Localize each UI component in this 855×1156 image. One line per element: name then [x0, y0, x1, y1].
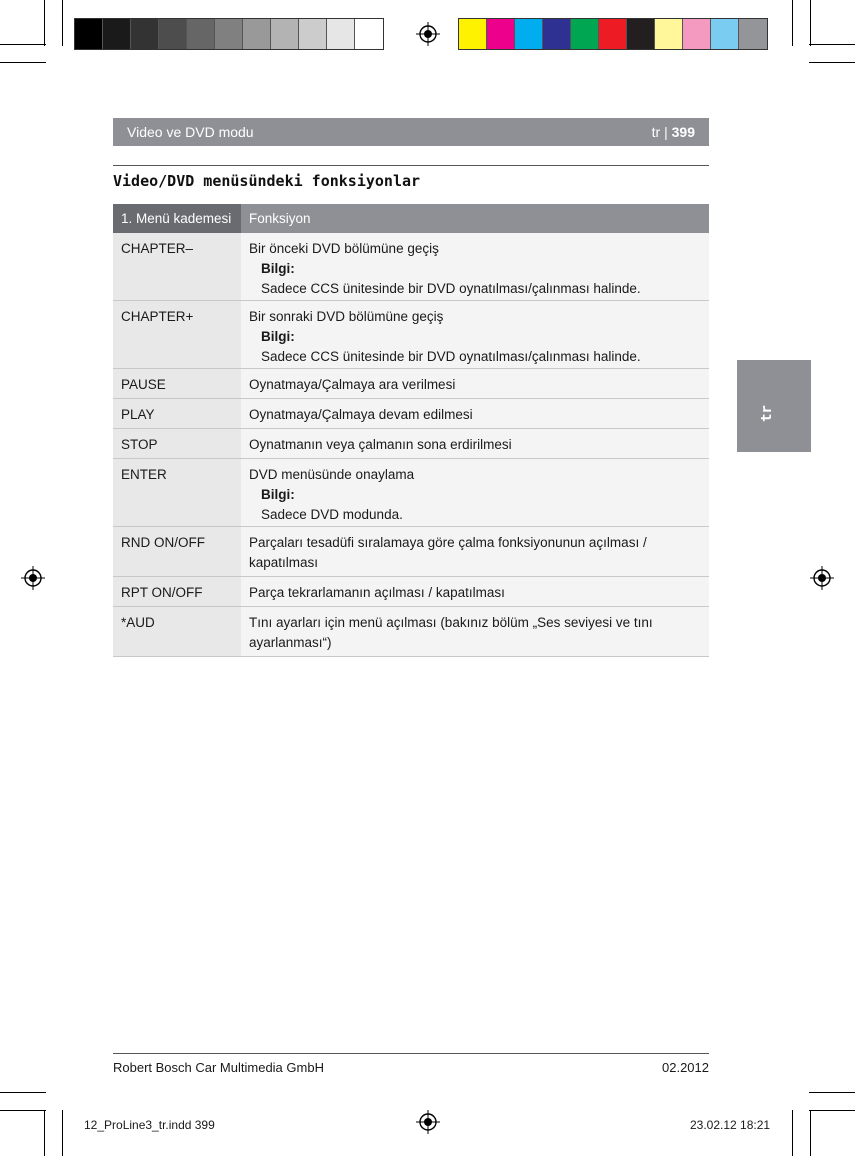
color-swatch	[187, 19, 215, 49]
table-row	[113, 459, 709, 527]
footer-date: 02.2012	[662, 1060, 709, 1075]
row-menu-item: CHAPTER–	[113, 233, 241, 300]
row-menu-item: *AUD	[113, 607, 241, 656]
table-row	[113, 399, 709, 429]
note-label: Bilgi:	[261, 329, 295, 344]
row-menu-item: PAUSE	[113, 369, 241, 398]
registration-mark-icon	[416, 22, 440, 46]
function-text: Bir önceki DVD bölümüne geçiş	[249, 241, 439, 256]
table-row	[113, 233, 709, 301]
table-row	[113, 429, 709, 459]
crop-mark	[809, 1092, 855, 1093]
color-swatch	[543, 19, 571, 49]
table-body	[113, 233, 709, 657]
side-tab-label: tr	[759, 405, 775, 422]
color-swatch	[215, 19, 243, 49]
crop-mark	[0, 1110, 46, 1111]
column-header-function: Fonksiyon	[241, 204, 709, 233]
color-swatch	[739, 19, 767, 49]
color-swatch	[487, 19, 515, 49]
function-text: Oynatmanın veya çalmanın sona erdirilmesi	[249, 437, 512, 452]
header-page-number	[652, 124, 695, 140]
row-function	[241, 607, 709, 656]
function-text: DVD menüsünde onaylama	[249, 467, 415, 482]
color-swatch	[515, 19, 543, 49]
table-row	[113, 527, 709, 577]
function-table	[113, 204, 709, 657]
row-function	[241, 399, 709, 428]
table-row	[113, 301, 709, 369]
function-text: Bir sonraki DVD bölümüne geçiş	[249, 309, 444, 324]
color-swatch	[271, 19, 299, 49]
color-swatch	[655, 19, 683, 49]
color-swatch	[571, 19, 599, 49]
registration-mark-icon	[21, 566, 45, 590]
column-header-menu-level: 1. Menü kademesi	[113, 204, 241, 233]
crop-mark	[792, 0, 793, 46]
function-text: Oynatmaya/Çalmaya devam edilmesi	[249, 407, 473, 422]
footer-rule	[113, 1053, 709, 1054]
crop-mark	[810, 0, 811, 46]
color-swatch	[131, 19, 159, 49]
running-header	[113, 118, 709, 146]
process-color-bar	[458, 18, 768, 50]
function-text: Oynatmaya/Çalmaya ara verilmesi	[249, 377, 456, 392]
table-header	[113, 204, 709, 233]
crop-mark	[0, 62, 46, 63]
language-side-tab	[737, 360, 811, 452]
note-text: Sadece CCS ünitesinde bir DVD oynatılması/çalınması halinde.	[261, 349, 641, 364]
row-menu-item: CHAPTER+	[113, 301, 241, 368]
header-section-title: Video ve DVD modu	[127, 124, 254, 140]
crop-mark	[0, 1092, 46, 1093]
crop-mark	[809, 44, 855, 45]
header-language: tr |	[651, 124, 668, 140]
note-text: Sadece CCS ünitesinde bir DVD oynatılması/çalınması halinde.	[261, 281, 641, 296]
crop-mark	[44, 0, 45, 46]
row-function	[241, 233, 709, 300]
registration-mark-icon	[810, 566, 834, 590]
note-text: Sadece DVD modunda.	[261, 507, 403, 522]
color-swatch	[459, 19, 487, 49]
color-swatch	[159, 19, 187, 49]
color-swatch	[75, 19, 103, 49]
row-menu-item: RPT ON/OFF	[113, 577, 241, 606]
row-function	[241, 459, 709, 526]
crop-mark	[809, 1110, 855, 1111]
slug-file-info: 12_ProLine3_tr.indd 399	[84, 1118, 215, 1132]
table-row	[113, 369, 709, 399]
color-swatch	[627, 19, 655, 49]
crop-mark	[0, 44, 46, 45]
crop-mark	[809, 62, 855, 63]
function-text: Parçaları tesadüfi sıralamaya göre çalma fonksiyonunun açılması / kapatılması	[249, 535, 647, 570]
crop-mark	[810, 1110, 811, 1156]
row-function	[241, 527, 709, 576]
note-label: Bilgi:	[261, 487, 295, 502]
slug-timestamp: 23.02.12 18:21	[690, 1118, 771, 1132]
page-title: Video/DVD menüsündeki fonksiyonlar	[113, 172, 421, 190]
color-swatch	[327, 19, 355, 49]
function-text: Parça tekrarlamanın açılması / kapatılması	[249, 585, 505, 600]
color-swatch	[103, 19, 131, 49]
function-text: Tını ayarları için menü açılması (bakınız bölüm „Ses seviyesi ve tını ayarlanması“)	[249, 615, 653, 650]
row-menu-item: STOP	[113, 429, 241, 458]
crop-mark	[62, 1110, 63, 1156]
title-rule	[113, 165, 709, 166]
color-swatch	[299, 19, 327, 49]
color-swatch	[599, 19, 627, 49]
color-swatch	[711, 19, 739, 49]
table-row	[113, 607, 709, 657]
crop-mark	[62, 0, 63, 46]
color-swatch	[683, 19, 711, 49]
color-swatch	[243, 19, 271, 49]
table-row	[113, 577, 709, 607]
row-function	[241, 369, 709, 398]
note-label: Bilgi:	[261, 261, 295, 276]
row-menu-item: PLAY	[113, 399, 241, 428]
row-function	[241, 429, 709, 458]
crop-mark	[792, 1110, 793, 1156]
footer-company: Robert Bosch Car Multimedia GmbH	[113, 1060, 324, 1075]
page-number: 399	[671, 124, 695, 140]
row-function	[241, 577, 709, 606]
row-menu-item: RND ON/OFF	[113, 527, 241, 576]
grayscale-color-bar	[74, 18, 384, 50]
row-menu-item: ENTER	[113, 459, 241, 526]
row-function	[241, 301, 709, 368]
crop-mark	[44, 1110, 45, 1156]
registration-mark-icon	[416, 1110, 440, 1134]
color-swatch	[355, 19, 383, 49]
